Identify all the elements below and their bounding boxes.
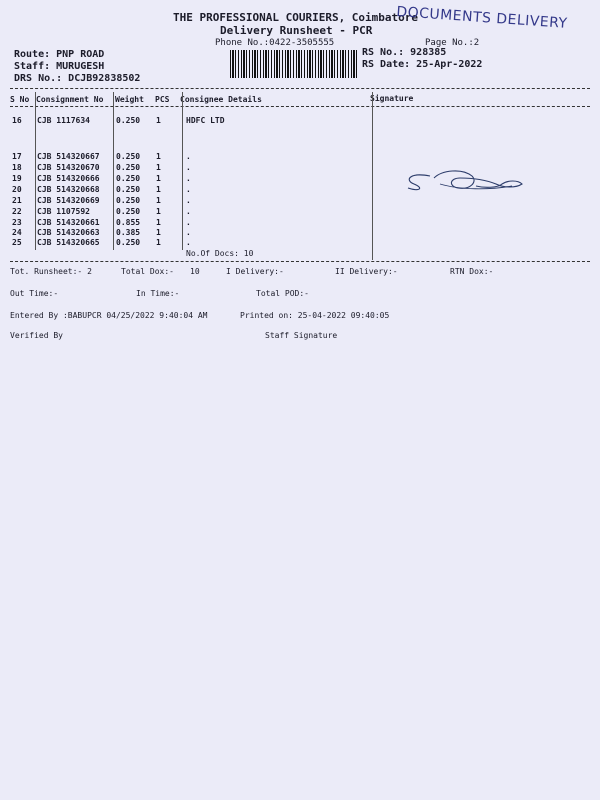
row-weight: 0.250 (116, 207, 141, 216)
row-consignee: . (186, 238, 191, 247)
col-header-sno: S No (10, 95, 30, 104)
no-of-docs: No.Of Docs: 10 (186, 249, 254, 258)
in-time: In Time:- (136, 289, 180, 298)
i-delivery: I Delivery:- (226, 267, 284, 276)
row-sno: 22 (12, 207, 22, 216)
drs-number: DRS No.: DCJB92838502 (14, 73, 141, 84)
col-header-pcs: PCS (155, 95, 170, 104)
row-pcs: 1 (156, 152, 161, 161)
row-consignment: CJB 514320670 (37, 163, 100, 172)
row-consignment: CJB 514320663 (37, 228, 100, 237)
entered-by: Entered By :BABUPCR 04/25/2022 9:40:04 AM (10, 311, 208, 320)
row-pcs: 1 (156, 185, 161, 194)
staff: Staff: MURUGESH (14, 61, 105, 72)
row-consignee: . (186, 174, 191, 183)
handwritten-signature (400, 166, 530, 196)
row-weight: 0.250 (116, 238, 141, 247)
row-weight: 0.250 (116, 196, 141, 205)
row-pcs: 1 (156, 116, 161, 125)
row-sno: 21 (12, 196, 22, 205)
row-consignment: CJB 514320668 (37, 185, 100, 194)
company-name: THE PROFESSIONAL COURIERS, Coimbatore (173, 11, 419, 24)
row-weight: 0.855 (116, 218, 141, 227)
row-consignee: HDFC LTD (186, 116, 225, 125)
table-row (0, 116, 600, 126)
row-pcs: 1 (156, 228, 161, 237)
row-sno: 25 (12, 238, 22, 247)
row-weight: 0.250 (116, 174, 141, 183)
row-consignee: . (186, 218, 191, 227)
row-sno: 18 (12, 163, 22, 172)
row-weight: 0.250 (116, 116, 141, 125)
row-pcs: 1 (156, 218, 161, 227)
row-consignee: . (186, 163, 191, 172)
rs-number: RS No.: 928385 (362, 47, 447, 58)
table-row (0, 228, 600, 238)
row-consignee: . (186, 207, 191, 216)
col-header-consignment: Consignment No (36, 95, 104, 104)
row-weight: 0.250 (116, 185, 141, 194)
row-consignment: CJB 514320667 (37, 152, 100, 161)
row-sno: 20 (12, 185, 22, 194)
row-pcs: 1 (156, 207, 161, 216)
table-row (0, 218, 600, 228)
row-pcs: 1 (156, 174, 161, 183)
row-consignment: CJB 514320669 (37, 196, 100, 205)
printed-on: Printed on: 25-04-2022 09:40:05 (240, 311, 390, 320)
row-consignment: CJB 1107592 (37, 207, 90, 216)
table-row (0, 207, 600, 217)
col-header-weight: Weight (115, 95, 144, 104)
rtn-dox: RTN Dox:- (450, 267, 494, 276)
row-consignee: . (186, 196, 191, 205)
ii-delivery: II Delivery:- (335, 267, 398, 276)
row-consignment: CJB 1117634 (37, 116, 90, 125)
row-sno: 17 (12, 152, 22, 161)
table-row (0, 238, 600, 248)
out-time: Out Time:- (10, 289, 59, 298)
total-dox-value: 10 (190, 267, 200, 276)
row-sno: 16 (12, 116, 22, 125)
divider (10, 88, 590, 89)
row-consignee: . (186, 228, 191, 237)
page-number: Page No.:2 (425, 38, 480, 48)
col-header-consignee: Consignee Details (180, 95, 262, 104)
rs-date: RS Date: 25-Apr-2022 (362, 59, 483, 70)
total-pod: Total POD:- (256, 289, 309, 298)
documents-delivery-stamp: DOCUMENTS DELIVERY (395, 4, 569, 32)
row-weight: 0.250 (116, 163, 141, 172)
row-consignment: CJB 514320665 (37, 238, 100, 247)
row-pcs: 1 (156, 196, 161, 205)
barcode-image (230, 50, 358, 78)
total-dox-label: Total Dox:- (121, 267, 174, 276)
divider (10, 106, 590, 107)
total-runsheet: Tot. Runsheet:- 2 (10, 267, 92, 276)
col-header-signature: Signature (370, 94, 414, 103)
phone-number: Phone No.:0422-3505555 (215, 38, 335, 48)
divider (10, 261, 590, 262)
row-weight: 0.250 (116, 152, 141, 161)
row-consignee: . (186, 185, 191, 194)
document-title: Delivery Runsheet - PCR (220, 24, 373, 37)
staff-signature: Staff Signature (265, 331, 338, 340)
row-consignment: CJB 514320661 (37, 218, 100, 227)
table-row (0, 152, 600, 162)
row-sno: 24 (12, 228, 22, 237)
route: Route: PNP ROAD (14, 49, 105, 60)
row-pcs: 1 (156, 163, 161, 172)
row-pcs: 1 (156, 238, 161, 247)
verified-by: Verified By (10, 331, 63, 340)
row-consignment: CJB 514320666 (37, 174, 100, 183)
row-sno: 19 (12, 174, 22, 183)
row-sno: 23 (12, 218, 22, 227)
table-row (0, 196, 600, 206)
row-consignee: . (186, 152, 191, 161)
row-weight: 0.385 (116, 228, 141, 237)
